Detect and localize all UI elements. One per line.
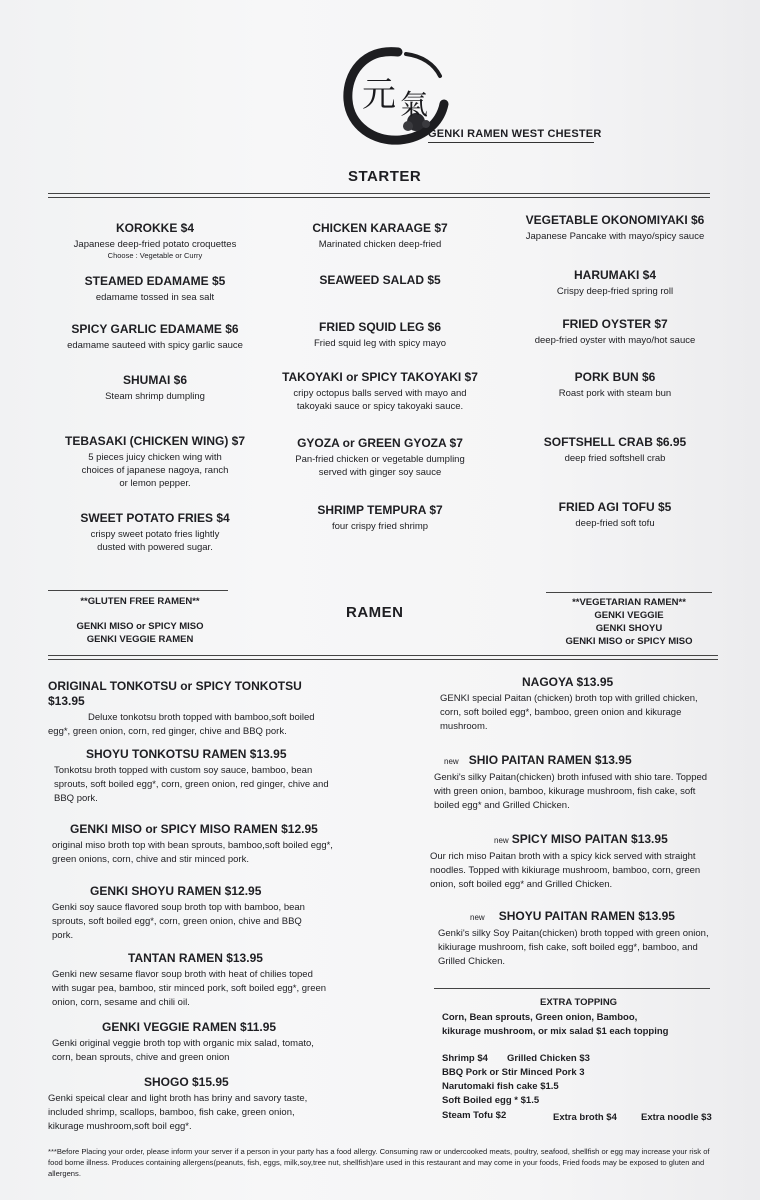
ramen-desc: Genki's silky Soy Paitan(chicken) broth topped with green onion, kikiurage mushroom, fish cake, soft boiled egg*, bamboo, and Grilled Chicken. (438, 928, 709, 967)
extra-topping-rule (434, 988, 710, 989)
ramen-rule-bottom (48, 659, 718, 660)
item-desc: Japanese deep-fried potato croquettes (73, 239, 237, 250)
ramen-name: ORIGINAL TONKOTSU or SPICY TONKOTSU $13.95 (48, 679, 302, 708)
ramen-rule-top (48, 655, 718, 656)
starter-item (40, 511, 270, 554)
ramen-item (52, 951, 332, 1010)
ramen-item (438, 909, 720, 969)
starter-item (265, 273, 495, 288)
item-desc: 5 pieces juicy chicken wing with choices of japanese nagoya, ranch or lemon pepper. (81, 452, 229, 489)
starter-item (265, 320, 495, 350)
item-desc: four crispy fried shrimp (331, 521, 429, 532)
extra-topping-line: Corn, Bean sprouts, Green onion, Bamboo, (442, 1012, 638, 1023)
item-name: TAKOYAKI or SPICY TAKOYAKI $7 (282, 370, 478, 384)
item-desc: Fried squid leg with spicy mayo (314, 338, 446, 349)
starter-rule-top (48, 193, 710, 194)
vegetarian-rule (546, 592, 712, 593)
item-desc: Marinated chicken deep-fried (318, 239, 442, 250)
starter-rule-bottom (48, 197, 710, 198)
new-tag: new (494, 836, 509, 845)
item-desc: Pan-fried chicken or vegetable dumpling served with ginger soy sauce (295, 454, 465, 478)
ramen-item (48, 1075, 316, 1134)
starter-item (40, 221, 270, 261)
ramen-name: GENKI MISO or SPICY MISO RAMEN $12.95 (70, 822, 318, 836)
topping-bbq-pork: BBQ Pork or Stir Minced Pork 3 (442, 1067, 585, 1078)
item-desc: edamame sauteed with spicy garlic sauce (67, 340, 243, 351)
starter-item (40, 274, 270, 304)
item-name: TEBASAKI (CHICKEN WING) $7 (64, 434, 245, 448)
item-name: GYOZA or GREEN GYOZA $7 (297, 436, 463, 450)
topping-soft-boiled-egg: Soft Boiled egg * $1.5 (442, 1095, 540, 1106)
restaurant-name: GENKI RAMEN WEST CHESTER (428, 128, 602, 140)
item-name: FRIED SQUID LEG $6 (318, 320, 442, 334)
ramen-desc: Genki original veggie broth top with organic mix salad, tomato, corn, bean sprouts, chive and green onion (52, 1038, 314, 1063)
ramen-desc: Genki soy sauce flavored soup broth top with bamboo, bean sprouts, soft boiled egg*, corn, green onion, chive and BBQ pork. (52, 902, 305, 941)
topping-shrimp: Shrimp $4 (442, 1053, 488, 1064)
gluten-free-rule (48, 590, 228, 591)
item-sub: Choose : Vegetable or Curry (107, 251, 203, 260)
item-name: KOROKKE $4 (115, 221, 195, 235)
extra-topping-line: kikurage mushroom, or mix salad $1 each topping (442, 1026, 669, 1037)
ramen-name: SHOGO $15.95 (144, 1075, 229, 1089)
item-name: SHRIMP TEMPURA $7 (317, 503, 443, 517)
ramen-item (440, 675, 718, 734)
starter-item (490, 370, 740, 400)
item-desc: crispy sweet potato fries lightly dusted with powered sugar. (90, 529, 220, 553)
topping-grilled-chicken: Grilled Chicken $3 (507, 1053, 590, 1064)
ramen-desc: Genki's silky Paitan(chicken) broth infused with shio tare. Topped with green onion, bamboo, kikurage mushroom, fish cake, soft boiled egg* and Grilled Chicken. (434, 772, 708, 811)
item-name: STEAMED EDAMAME $5 (84, 274, 226, 288)
allergy-notice: ***Before Placing your order, please inform your server if a person in your party has a food allergy. Consuming raw or undercooked meats, poultry, seafood, shellfish or egg may increase your risk of food borne illness. Produces containing allergens(peanuts, fish, eggs, milk,soy,tree nut, shellfish)are used in this restaurant and may come in your foods, Fried foods may be exposed to gluten and allergens. (48, 1147, 710, 1178)
item-desc: edamame tossed in sea salt (95, 292, 215, 303)
item-name: PORK BUN $6 (574, 370, 656, 384)
new-tag: new (444, 757, 459, 766)
ramen-name: TANTAN RAMEN $13.95 (128, 951, 263, 965)
ramen-desc: Tonkotsu broth topped with custom soy sauce, bamboo, bean sprouts, soft boiled egg*, corn, green onion, red ginger, chive and BBQ pork. (54, 765, 329, 804)
item-name: HARUMAKI $4 (573, 268, 656, 282)
ramen-item (52, 884, 314, 943)
ramen-desc: Genki new sesame flavor soup broth with heat of chilies toped with sugar pea, bamboo, stir minced pork, soft boiled egg*, green onion, corn, sesame and chili oil. (52, 969, 327, 1008)
item-desc: Crispy deep-fried spring roll (556, 286, 674, 297)
topping-narutomaki: Narutomaki fish cake $1.5 (442, 1081, 559, 1092)
starter-item (40, 322, 270, 352)
ramen-item (52, 822, 342, 867)
topping-steam-tofu: Steam Tofu $2 (442, 1110, 507, 1121)
ramen-name: NAGOYA $13.95 (522, 675, 614, 689)
restaurant-name-underline (428, 142, 594, 143)
ramen-item (54, 747, 334, 806)
logo-kanji-gen: 元 (362, 75, 396, 115)
item-desc: deep-fried soft tofu (575, 518, 655, 529)
starter-item (490, 435, 740, 465)
item-name: SOFTSHELL CRAB $6.95 (543, 435, 687, 449)
item-name: VEGETABLE OKONOMIYAKI $6 (525, 213, 705, 227)
vegetarian-line: GENKI VEGGIE (594, 610, 664, 621)
ramen-name: SHIO PAITAN RAMEN $13.95 (468, 753, 632, 767)
item-name: CHICKEN KARAAGE $7 (312, 221, 448, 235)
item-desc: Steam shrimp dumpling (105, 391, 205, 402)
item-desc: Roast pork with steam bun (558, 388, 672, 399)
starter-title: STARTER (348, 168, 422, 185)
item-desc: Japanese Pancake with mayo/spicy sauce (525, 231, 705, 242)
item-name: SEAWEED SALAD $5 (319, 273, 441, 287)
ramen-desc: Our rich miso Paitan broth with a spicy kick served with straight noodles. Topped with kikiurage mushroom, bamboo, corn, green onion, soft boiled egg* and Grilled Chicken. (430, 851, 701, 890)
starter-item (265, 503, 495, 533)
starter-item (40, 373, 270, 403)
item-desc: deep fried softshell crab (564, 453, 666, 464)
new-tag: new (470, 913, 485, 922)
starter-item (490, 500, 740, 530)
vegetarian-box (536, 597, 722, 648)
ramen-desc: Deluxe tonkotsu broth topped with bamboo,soft boiled egg*, green onion, corn, red ginger, chive and BBQ pork. (48, 712, 315, 737)
topping-extra-noodle: Extra noodle $3 (641, 1112, 712, 1123)
item-name: SHUMAI $6 (122, 373, 187, 387)
starter-item (265, 370, 495, 413)
ramen-item (430, 832, 720, 892)
starter-item (490, 213, 740, 243)
ramen-title: RAMEN (346, 604, 404, 621)
ramen-item (434, 753, 718, 813)
gluten-free-heading: **GLUTEN FREE RAMEN** (80, 596, 200, 607)
ramen-desc: original miso broth top with bean sprouts, bamboo,soft boiled egg*, green onions, corn, chive and stir minced pork. (52, 840, 333, 865)
item-desc: cripy octopus balls served with mayo and takoyaki sauce or spicy takoyaki sauce. (293, 388, 467, 412)
starter-item (490, 317, 740, 347)
ramen-name: SHOYU PAITAN RAMEN $13.95 (498, 909, 675, 923)
item-name: SPICY GARLIC EDAMAME $6 (71, 322, 239, 336)
item-name: FRIED AGI TOFU $5 (558, 500, 672, 514)
extra-topping-title: EXTRA TOPPING (540, 997, 618, 1008)
ramen-name: SHOYU TONKOTSU RAMEN $13.95 (86, 747, 287, 761)
vegetarian-heading: **VEGETARIAN RAMEN** (572, 597, 686, 608)
topping-extra-broth: Extra broth $4 (553, 1112, 617, 1123)
vegetarian-line: GENKI SHOYU (595, 623, 663, 634)
starter-item (55, 434, 255, 490)
item-desc: deep-fried oyster with mayo/hot sauce (534, 335, 696, 346)
starter-item (265, 436, 495, 479)
starter-item (265, 221, 495, 251)
gluten-free-box (40, 596, 240, 646)
ramen-item (48, 679, 338, 739)
logo-kanji-ki: 氣 (400, 88, 429, 121)
ramen-name: GENKI SHOYU RAMEN $12.95 (90, 884, 262, 898)
ramen-item (52, 1020, 314, 1065)
starter-item (490, 268, 740, 298)
ramen-name: GENKI VEGGIE RAMEN $11.95 (102, 1020, 277, 1034)
ramen-desc: GENKI special Paitan (chicken) broth top with grilled chicken, corn, soft boiled egg*, bamboo, green onion and kikurage mushroom. (440, 693, 698, 732)
gluten-free-line: GENKI MISO or SPICY MISO (76, 621, 204, 632)
item-name: SWEET POTATO FRIES $4 (80, 511, 230, 525)
vegetarian-line: GENKI MISO or SPICY MISO (565, 636, 693, 647)
item-name: FRIED OYSTER $7 (562, 317, 668, 331)
ramen-name: SPICY MISO PAITAN $13.95 (511, 832, 668, 846)
gluten-free-line: GENKI VEGGIE RAMEN (86, 634, 194, 645)
ramen-desc: Genki speical clear and light broth has briny and savory taste, included shrimp, scallops, bamboo, fish cake, green onion, kikurage mushroom,soft boil egg*. (48, 1093, 308, 1132)
